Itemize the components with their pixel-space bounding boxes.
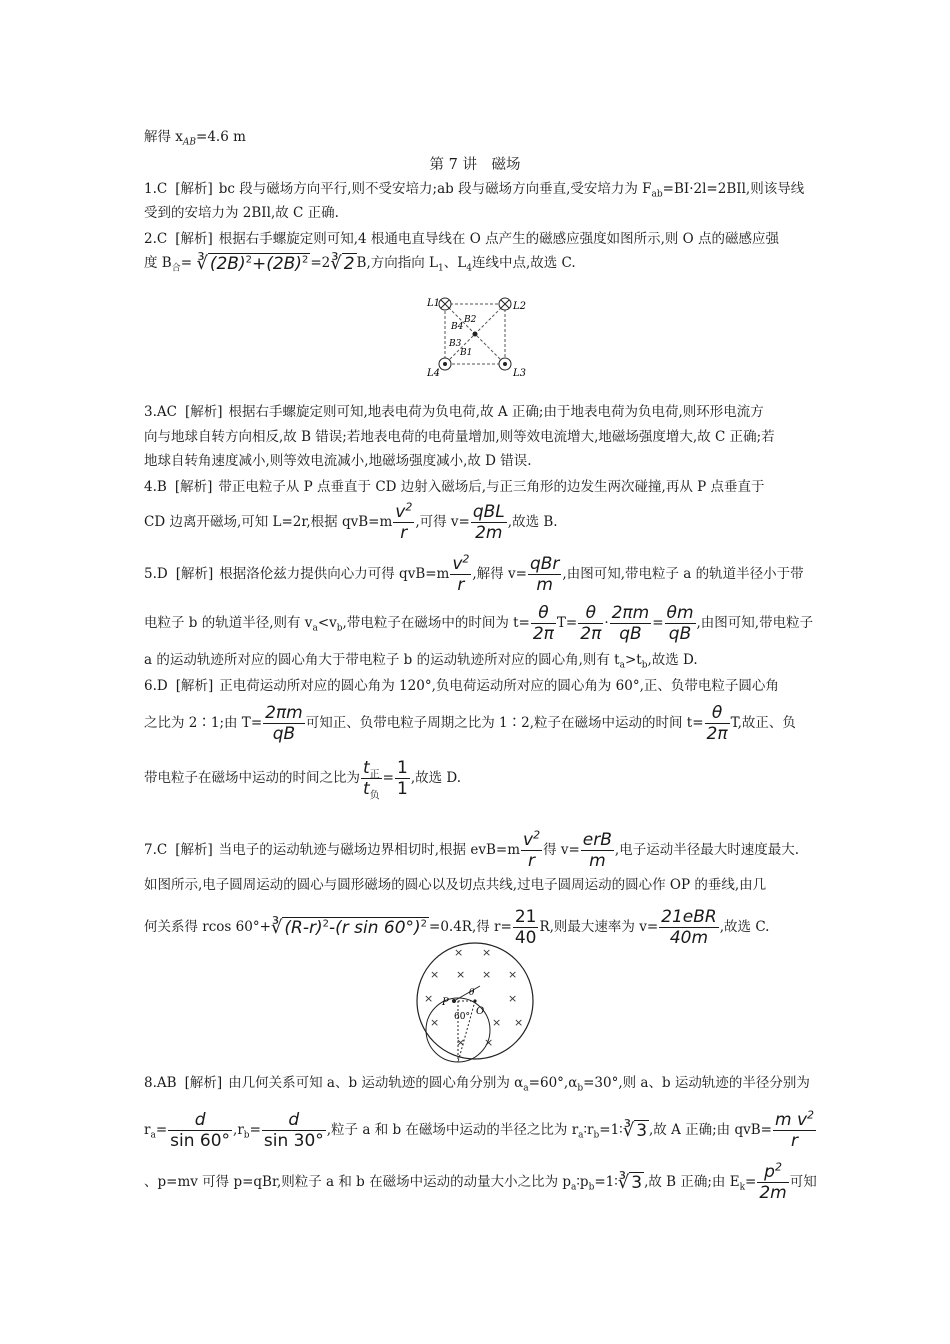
answer-8-line-2: $r_a=$ $\frac{d}{\sin 60^\circ}$ $,r_b=$ $\frac{d}{\sin 30^\circ}$ ,粒子 a 和 b 在磁场中运动的半径之比为 $r_a∶r_b=1∶∛$ 3 ,故 A 正确;由 qvB= $\frac{m v^2}{r}$ — [144, 1108, 815, 1151]
fig-label: B2 — [464, 315, 477, 325]
svg-text:×: × — [430, 968, 440, 981]
answer-4-line-1: 4.B [解析] 带正电粒子从 P 点垂直于 CD 边射入磁场后,与正三角形的边发生两次碰撞,再从 P 点垂直于 — [144, 479, 765, 495]
svg-text:×: × — [430, 1016, 440, 1029]
circular-field-diagram — [414, 942, 536, 1064]
answer-6-line-2: 之比为 2∶1;由 T= $\frac{2\pi m}{qB}$ 可知正、负带电粒子周期之比为 1∶2,粒子在磁场中运动的时间 t= $\frac{\theta}{2\pi}$ T,故正、负 — [144, 703, 796, 744]
fig-label: L2 — [513, 301, 527, 312]
svg-text:×: × — [482, 946, 492, 959]
svg-text:×: × — [454, 946, 464, 959]
svg-text:×: × — [456, 968, 466, 981]
svg-text:×: × — [514, 1016, 524, 1029]
answer-7-line-2: 如图所示,电子圆周运动的圆心与圆形磁场的圆心以及切点共线,过电子圆周运动的圆心作 OP 的垂线,由几 — [144, 877, 767, 893]
answer-4-line-2: CD 边离开磁场,可知 L=2r,根据 qvB=m $\frac{v^2}{r}$ ,可得 v= $\frac{\text{qBL}}{2m}$ ,故选 B. — [144, 500, 558, 543]
answer-5-line-1: 5.D [解析] 根据洛伦兹力提供向心力可得 qvB=m $\frac{v^2}{r}$ ,解得 v= $\frac{\text{qBr}}{m}$ ,由图可知,带电粒子 a 的轨道半径小于带 — [144, 552, 804, 595]
fig-label: L3 — [513, 368, 527, 379]
svg-text:×: × — [482, 968, 492, 981]
svg-text:×: × — [424, 992, 434, 1005]
fig-label: B1 — [460, 348, 473, 358]
answer-8-line-3: 、p=mv 可得 p=qBr,则粒子 a 和 b 在磁场中运动的动量大小之比为 $p_a∶p_b=1∶∛$ 3 ,故 B 正确;由 $E_k=$ $\frac{p^2}{2m}$ 可知 — [144, 1160, 817, 1203]
fig-label: L1 — [427, 298, 441, 309]
sqrt-two: ∛ 2 — [330, 252, 355, 274]
answer-6-line-3: 带电粒子在磁场中运动的时间之比为 $\frac{t_正}{t_负}$ = $\frac{1}{1}$ ,故选 D. — [144, 758, 462, 802]
answer-5-line-3: a 的运动轨迹所对应的圆心角大于带电粒子 b 的运动轨迹所对应的圆心角,则有 $t_a>t_b$,故选 D. — [144, 652, 698, 671]
answer-1-line-2: 受到的安培力为 2BIl,故 C 正确. — [144, 205, 339, 221]
answer-7-line-1: 7.C [解析] 当电子的运动轨迹与磁场边界相切时,根据 evB=m $\frac{v^2}{r}$ 得 v= $\frac{\text{erB}}{m}$ ,电子运动半径最大时速度最大. — [144, 828, 800, 871]
answer-8-line-1: 8.AB [解析] 由几何关系可知 a、b 运动轨迹的圆心角分别为 $\alpha_a=60^\circ,\alpha_b=30^\circ$,则 a、b 运动轨迹的半径分别为 — [144, 1075, 810, 1094]
sqrt-three: ∛ 3 — [622, 1119, 648, 1141]
svg-text:×: × — [484, 1036, 494, 1049]
answer-3-line-2: 向与地球自转方向相反,故 B 错误;若地表电荷的电荷量增加,则等效电流增大,地磁场强度增大,故 C 正确;若 — [144, 429, 775, 445]
fig-label: B3 — [449, 339, 462, 349]
sqrt-three: ∛ 3 — [617, 1171, 643, 1193]
sqrt-expression: ∛ $(R-r)^2-(r$ sin 60°)$^2$ — [270, 916, 428, 938]
fig-label: θ — [469, 988, 475, 998]
fig-label: B4 — [451, 322, 464, 332]
wire-field-diagram — [420, 292, 530, 382]
intro-line: 解得 $x_{AB}=4.6$ m — [144, 129, 246, 148]
fig-label: P — [442, 997, 449, 1008]
answer-3-line-1: 3.AC [解析] 根据右手螺旋定则可知,地表电荷为负电荷,故 A 正确;由于地表电荷为负电荷,则环形电流方 — [144, 404, 764, 420]
fig-label: L4 — [427, 368, 441, 379]
fig-label: 60° — [454, 1012, 470, 1022]
answer-2-line-2: 度 $B_合=$ ∛ $(2B)^2+(2B)^2$ =2∛ 2 B,方向指向 $L_1$、$L_4$连线中点,故选 C. — [144, 252, 576, 274]
section-title: 第 7 讲 磁场 — [429, 157, 521, 173]
answer-6-line-1: 6.D [解析] 正电荷运动所对应的圆心角为 120°,负电荷运动所对应的圆心角为 60°,正、负带电粒子圆心角 — [144, 678, 779, 694]
fig-label: O — [476, 1006, 485, 1017]
answer-7-line-3: 何关系得 rcos 60°+∛ $(R-r)^2-(r$ sin 60°)$^2$ =0.4R,得 r= $\frac{21}{40}$ R,则最大速率为 v= $\frac{\text{21eBR}}{40m}$ ,故选 C. — [144, 907, 770, 948]
svg-text:×: × — [456, 1036, 466, 1049]
svg-text:×: × — [492, 1016, 502, 1029]
answer-2-line-1: 2.C [解析] 根据右手螺旋定则可知,4 根通电直导线在 O 点产生的磁感应强度如图所示,则 O 点的磁感应强 — [144, 231, 780, 247]
answer-5-line-2: 电粒子 b 的轨道半径,则有 $v_a<v_b$,带电粒子在磁场中的时间为 t= $\frac{\theta}{2\pi}$ T= $\frac{\theta}{2\pi}$ · $\frac{2\pi m}{qB}$ = $\frac{\theta m}{qB}$ ,由图可知,带电粒子 — [144, 603, 814, 644]
svg-text:×: × — [508, 992, 518, 1005]
answer-3-line-3: 地球自转角速度减小,则等效电流减小,地磁场强度减小,故 D 错误. — [144, 453, 532, 469]
svg-text:×: × — [508, 968, 518, 981]
answer-1-line-1: 1.C [解析] bc 段与磁场方向平行,则不受安培力;ab 段与磁场方向垂直,受安培力为 $F_{ab}=BI\cdot 2l=2BIl$,则该导线 — [144, 181, 805, 200]
sqrt-expression: ∛ $(2B)^2+(2B)^2$ — [196, 252, 309, 274]
